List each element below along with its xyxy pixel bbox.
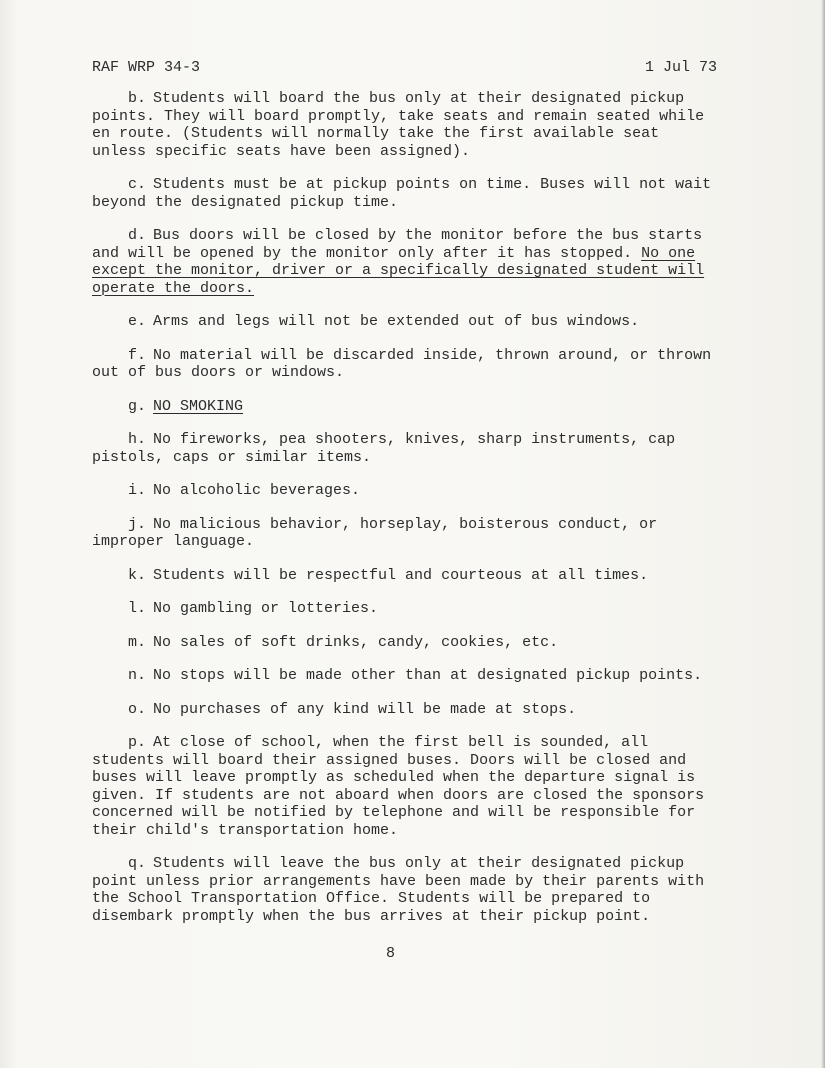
rule-text: No purchases of any kind will be made at stops. (153, 700, 577, 718)
rule-paragraph (92, 482, 717, 500)
rule-label: d. (128, 227, 147, 244)
rule-paragraph (92, 313, 717, 331)
rule-text: Students must be at pickup points on time. Buses will not wait beyond the designated pickup time. (92, 176, 712, 211)
rule-paragraph (92, 90, 717, 160)
rule-label: p. (128, 734, 147, 751)
rule-label: l. (128, 600, 147, 617)
rule-label: e. (128, 313, 147, 330)
rule-label: q. (128, 855, 147, 872)
rule-paragraph (92, 227, 717, 297)
rule-label: h. (128, 431, 147, 448)
document-page (92, 58, 717, 941)
page-number: 8 (385, 945, 395, 962)
rule-paragraph (92, 431, 717, 466)
rule-text: No alcoholic beverages. (153, 482, 361, 499)
rule-text: Bus doors will be closed by the monitor before the bus starts and will be opened by the monitor only after it has stopped. (92, 227, 703, 262)
rule-label: m. (128, 633, 147, 651)
rule-label: n. (128, 667, 147, 684)
rule-label: b. (128, 90, 147, 107)
rule-paragraph (92, 667, 717, 685)
rule-label: f. (128, 346, 147, 364)
rule-text: No material will be discarded inside, thrown around, or thrown out of bus doors or windows. (92, 346, 712, 381)
rule-paragraph (92, 634, 717, 652)
rule-paragraph (92, 176, 717, 211)
rules-list (92, 90, 717, 925)
rule-paragraph (92, 567, 717, 585)
document-id: RAF WRP 34-3 (92, 59, 201, 76)
rule-paragraph (92, 855, 717, 925)
rule-text: No gambling or lotteries. (153, 600, 379, 617)
rule-label: c. (128, 176, 147, 193)
rule-text: No sales of soft drinks, candy, cookies, etc. (153, 633, 559, 651)
rule-text: Students will be respectful and courteous at all times. (153, 566, 649, 584)
rule-text: No malicious behavior, horseplay, boisterous conduct, or improper language. (92, 515, 658, 550)
rule-paragraph (92, 600, 717, 618)
rule-paragraph (92, 516, 717, 551)
rule-paragraph (92, 701, 717, 719)
rule-paragraph (92, 347, 717, 382)
document-date: 1 Jul 73 (644, 59, 717, 76)
page-header (92, 58, 717, 80)
rule-label: k. (128, 566, 147, 584)
rule-label: j. (128, 515, 147, 533)
rule-text-underlined: No one except the monitor, driver or a specifically designated student will operate the doors. (92, 244, 705, 297)
rule-text: At close of school, when the first bell is sounded, all students will board their assigned buses. Doors will be closed and buses will leave promptly as scheduled when the departure signal is given. If students are not aboard when doors are closed the sponsors concerned will be notified by telephone and will be responsible for their child's transportation home. (92, 734, 705, 839)
rule-text: No fireworks, pea shooters, knives, sharp instruments, cap pistols, caps or similar items. (92, 431, 676, 466)
rule-text: Students will leave the bus only at their designated pickup point unless prior arrangements have been made by their parents with the School Transportation Office. Students will be prepared to disembark promptly when the bus arrives at their pickup point. (92, 855, 705, 925)
rule-text: Arms and legs will not be extended out of bus windows. (153, 313, 640, 330)
rule-label: g. (128, 397, 147, 415)
rule-text: Students will board the bus only at their designated pickup points. They will board promptly, take seats and remain seated while en route. (Students will normally take the first available seat unless specific seats have been assigned). (92, 90, 705, 160)
rule-text: No stops will be made other than at designated pickup points. (153, 667, 703, 684)
rule-paragraph (92, 734, 717, 839)
page-edge-shadow (821, 0, 825, 1068)
rule-text-underlined: NO SMOKING (153, 397, 244, 415)
rule-label: i. (128, 482, 147, 499)
rule-paragraph (92, 398, 717, 416)
rule-label: o. (128, 700, 147, 718)
